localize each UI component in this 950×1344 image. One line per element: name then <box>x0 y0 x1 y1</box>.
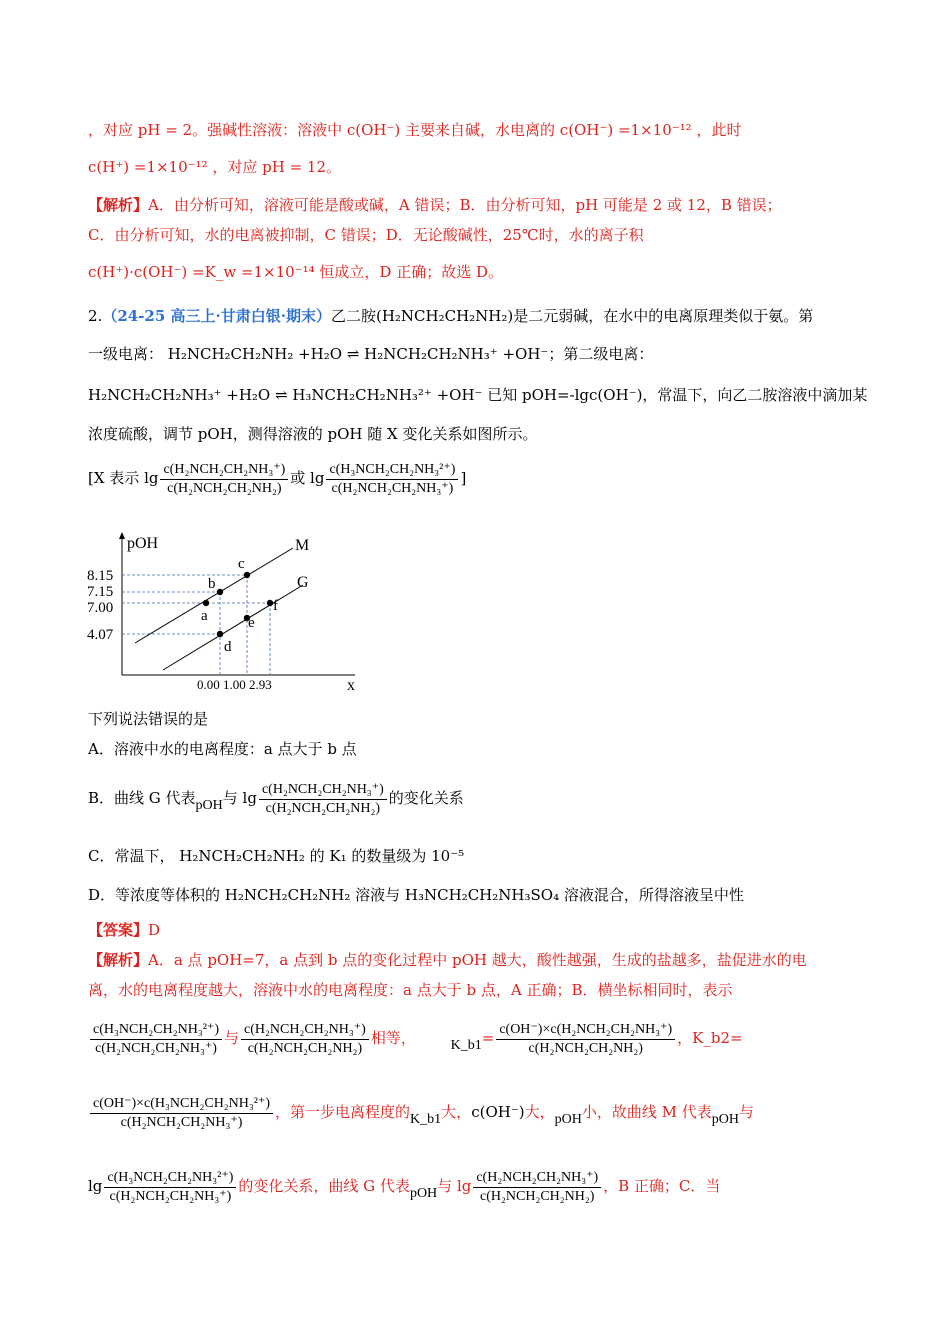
ytick-4.07: 4.07 <box>87 627 114 643</box>
curve-g <box>163 585 303 670</box>
question-text: 乙二胺(H₂NCH₂CH₂NH₂)是二元弱碱，在水中的电离原理类似于氨。第 <box>330 307 814 325</box>
question-line-2: 一级电离： H₂NCH₂CH₂NH₂ +H₂O ⇌ H₂NCH₂CH₂NH₃⁺ +OH⁻；第二级电离： <box>88 345 654 363</box>
curve-g-label: G <box>297 574 309 591</box>
point-b <box>217 589 223 595</box>
text-line-2: c(H⁺) =1×10⁻¹² ，对应 pH = 12。 <box>88 158 341 176</box>
choices-stem: 下列说法错误的是 <box>88 710 209 728</box>
y-axis-arrow-icon <box>119 532 125 539</box>
answer-line <box>88 919 160 941</box>
explanation-row-2: $\frac{\text{c(OH⁻)×c(H₃NCH₂CH₂NH₃²⁺)}}{\text{c(H₂NCH₂CH₂NH₃⁺)}}$ ，第一步电离程度的K_b1大，c(OH⁻)大，pOH小，故曲线 M 代表pOH与 <box>88 1092 754 1134</box>
point-d <box>217 631 223 637</box>
explanation-row-1: $\frac{\text{c(H₃NCH₂CH₂NH₃²⁺)}}{\text{c(H₂NCH₂CH₂NH₃⁺)}}$ 与 $\frac{\text{c(H₂NCH₂CH₂NH₃⁺)}}{\text{c(H₂NCH₂CH₂NH₂)}}$ 相等， K_b1= $\frac{\text{c(OH⁻)×c(H₂NCH₂CH₂NH₃⁺)}}{\text{c(H₂NCH₂CH₂NH₂)}}$ ，K_b2= <box>88 1018 743 1060</box>
xticks: 0.00 1.00 2.93 <box>197 677 272 692</box>
x-fraction-1: $\frac{\text{c(H₂NCH₂CH₂NH₃⁺)}}{\text{c(H₂NCH₂CH₂NH₂)}}$ <box>160 461 288 498</box>
analysis-line-3: c(H⁺)·c(OH⁻) =K_w =1×10⁻¹⁴ 恒成立，D 正确；故选 D。 <box>88 263 503 281</box>
question-source: （24-25 高三上·甘肃白银·期末） <box>102 307 331 325</box>
x-definition <box>88 460 466 498</box>
poh-graph <box>85 530 375 700</box>
analysis-line-1 <box>88 194 782 216</box>
point-b-label: b <box>208 576 216 592</box>
x-suffix: ] <box>460 469 467 487</box>
text-line-1: ，对应 pH = 2。强碱性溶液：溶液中 c(OH⁻) 主要来自碱，水电离的 c(OH⁻) =1×10⁻¹² ，此时 <box>88 121 742 139</box>
point-c <box>244 572 250 578</box>
explanation-line-2: 离，水的电离程度越大，溶液中水的电离程度：a 点大于 b 点，A 正确；B．横坐标相同时，表示 <box>88 981 733 999</box>
question-number: 2. <box>88 307 103 325</box>
choice-c: C．常温下， H₂NCH₂CH₂NH₂ 的 K₁ 的数量级为 10⁻⁵ <box>88 847 465 865</box>
choice-d: D．等浓度等体积的 H₂NCH₂CH₂NH₂ 溶液与 H₃NCH₂CH₂NH₃SO₄ 溶液混合，所得溶液呈中性 <box>88 886 744 904</box>
answer-value: D <box>148 921 161 939</box>
point-e-label: e <box>248 615 255 631</box>
x-fraction-2: $\frac{\text{c(H₃NCH₂CH₂NH₃²⁺)}}{\text{c(H₂NCH₂CH₂NH₃⁺)}}$ <box>326 461 458 498</box>
ytick-8.15: 8.15 <box>87 568 114 584</box>
answer-tag: 【答案】 <box>88 921 149 939</box>
curve-m-label: M <box>295 537 310 554</box>
point-a <box>203 600 209 606</box>
choice-b-fraction: $\frac{\text{c(H₂NCH₂CH₂NH₃⁺)}}{\text{c(H₂NCH₂CH₂NH₂)}}$ <box>259 781 387 818</box>
x-axis-label: x <box>347 677 355 694</box>
analysis-text: A．由分析可知，溶液可能是酸或碱，A 错误；B．由分析可知，pH 可能是 2 或 12，B 错误； <box>148 196 782 214</box>
x-or: 或 lg <box>290 469 325 487</box>
x-prefix: [X 表示 lg <box>88 469 159 487</box>
point-d-label: d <box>224 639 232 655</box>
point-f-label: f <box>273 598 278 614</box>
explanation-line-1: 【解析】A．a 点 pOH=7，a 点到 b 点的变化过程中 pOH 越大，酸性越强，生成的盐越多，盐促进水的电 <box>88 951 807 969</box>
question-line-3: H₂NCH₂CH₂NH₃⁺ +H₂O ⇌ H₃NCH₂CH₂NH₃²⁺ +OH⁻ 已知 pOH=-lgc(OH⁻)，常温下，向乙二胺溶液中滴加某 <box>88 386 868 404</box>
analysis-tag: 【解析】 <box>88 196 149 214</box>
point-c-label: c <box>238 556 245 572</box>
explanation-tag: 【解析】 <box>88 951 149 969</box>
choice-b: B．曲线 G 代表pOH与 lg $\frac{\text{c(H₂NCH₂CH₂NH₃⁺)}}{\text{c(H₂NCH₂CH₂NH₂)}}$ 的变化关系 <box>88 781 464 816</box>
curve-m <box>135 548 293 643</box>
question-line-4: 浓度硫酸，调节 pOH，测得溶液的 pOH 随 X 变化关系如图所示。 <box>88 425 538 443</box>
choice-b-poh: pOH <box>195 798 223 813</box>
question-line-1 <box>88 305 813 327</box>
choice-a: A．溶液中水的电离程度：a 点大于 b 点 <box>88 740 357 758</box>
y-axis-label: pOH <box>127 535 159 552</box>
explanation-row-3: lg $\frac{\text{c(H₃NCH₂CH₂NH₃²⁺)}}{\text{c(H₂NCH₂CH₂NH₃⁺)}}$ 的变化关系，曲线 G 代表pOH与 lg $\frac{\text{c(H₂NCH₂CH₂NH₃⁺)}}{\text{c(H₂NCH₂CH₂NH₂)}}$ ，B 正确；C．当 <box>88 1169 721 1204</box>
ytick-7.00: 7.00 <box>87 600 114 616</box>
ytick-7.15: 7.15 <box>87 584 114 600</box>
analysis-line-2: C．由分析可知，水的电离被抑制，C 错误；D．无论酸碱性，25℃时，水的离子积 <box>88 226 644 244</box>
point-a-label: a <box>201 608 208 624</box>
